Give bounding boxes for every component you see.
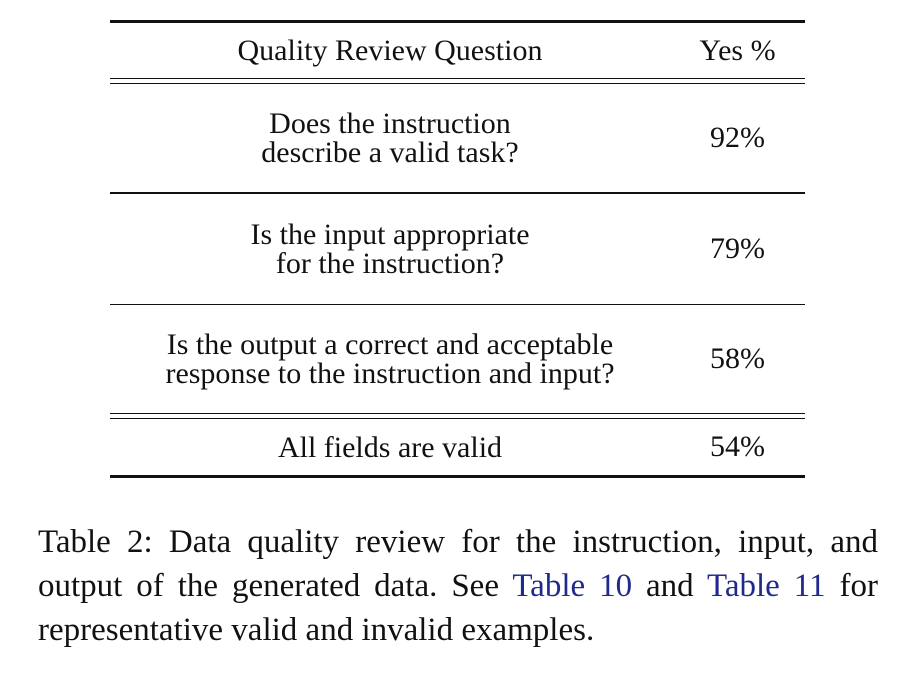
table-row — [110, 305, 805, 413]
question-line: Is the input appropriate — [250, 217, 530, 251]
caption-text: Data quality review for the instruction, input, and output of the generated data. See — [38, 524, 879, 604]
row-percent: 79% — [710, 231, 765, 265]
table-row — [110, 194, 805, 304]
footer-question: All fields are valid — [277, 430, 503, 464]
question-line: response to the instruction and input? — [165, 357, 615, 390]
header-percent: Yes % — [699, 33, 776, 67]
question-line: describe a valid task? — [261, 136, 519, 169]
row-percent: 92% — [710, 121, 765, 154]
table-header-row — [110, 23, 805, 78]
table-11-link[interactable]: Table 11 — [707, 568, 826, 604]
quality-review-table — [110, 20, 805, 478]
row-percent: 58% — [710, 342, 765, 375]
table-10-link[interactable]: Table 10 — [512, 568, 633, 604]
table-row — [110, 84, 805, 192]
caption-text: and — [632, 568, 708, 604]
footer-percent: 54% — [710, 430, 765, 463]
question-line: Is the output a correct and acceptable — [166, 328, 614, 361]
row-question — [110, 217, 670, 280]
header-question: Quality Review Question — [237, 34, 543, 67]
caption-text: for representative valid and invalid examples. — [38, 568, 878, 648]
question-line: Does the instruction — [269, 107, 511, 140]
row-question — [110, 330, 670, 388]
caption-label: Table 2: — [38, 524, 153, 560]
question-line: for the instruction? — [275, 246, 505, 280]
bottom-rule — [110, 475, 805, 478]
row-question — [110, 109, 670, 167]
table-footer-row — [110, 419, 805, 475]
table-caption — [38, 520, 878, 652]
